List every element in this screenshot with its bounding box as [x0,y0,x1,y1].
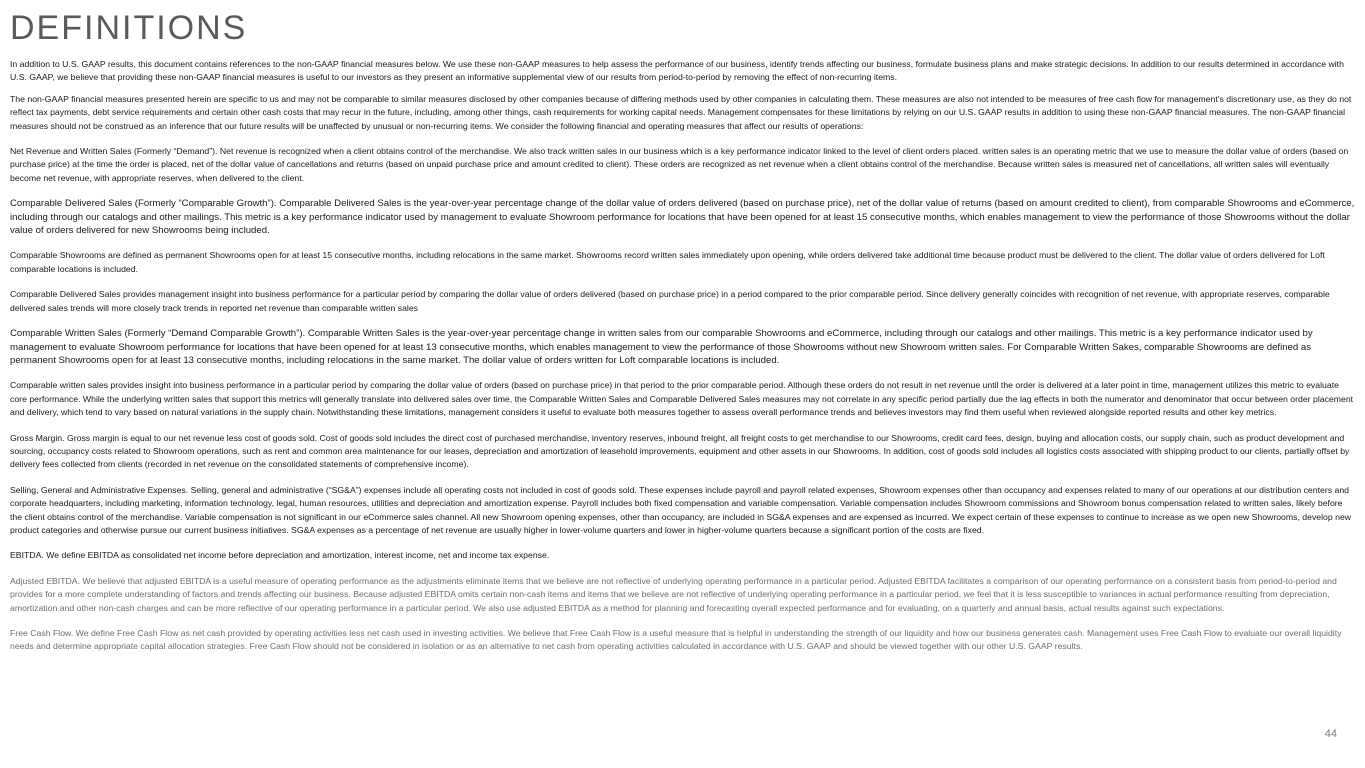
paragraph-comparable-written-sales: Comparable Written Sales (Formerly “Demand Comparable Growth”). Comparable Written Sales is the year-over-year percentage change in written sales from our comparable Showrooms and eCommerce, including through our catalogs and other mailings. This metric is a key performance indicator used by management to evaluate Showroom performance for locations that have been opened for at least 13 consecutive months, which enables management to view the performance of those Showrooms without new Showroom written sales. For Comparable Written Sakes, comparable Showrooms are defined as permanent Showrooms open for at least 13 consecutive months, including relocations in the same market. The dollar value of orders written for Loft comparable locations is included. [10,328,1313,366]
paragraph-comparable-showrooms: Comparable Showrooms are defined as permanent Showrooms open for at least 15 consecutive months, including relocations in the same market. Showrooms record written sales immediately upon opening, while orders delivered take additional time because product must be delivered to the client. The dollar value of orders delivered for Loft comparable locations is included. [10,250,1325,274]
paragraph-comparable-written-insight: Comparable written sales provides insight into business performance in a particular period by comparing the dollar value of orders (based on purchase price) in that period to the prior comparable period. Although these orders do not result in net revenue until the order is delivered at a later point in time, management utilizes this metric to evaluate core performance. While the underlying written sales that support this metrics will generally translate into delivered sales over time, the Comparable Written Sales and Comparable Delivered Sales measures may not correlate in any specific period partially due the lag effects in both the numerator and denominator that occur between order placement and delivery, which tend to vary based on natural variations in the supply chain. Notwithstanding these limitations, management considers it useful to evaluate both measures together to assess overall performance trends and believes investors may find them useful when reviewed alongside reported results and other key metrics. [10,380,1354,418]
paragraph-adjusted-ebitda: Adjusted EBITDA. We believe that adjusted EBITDA is a useful measure of operating performance as the adjustments eliminate items that we believe are not reflective of underlying operating performance in a particular period. Adjusted EBITDA facilitates a comparison of our operating performance on a consistent basis from period-to-period and provides for a more complete understanding of factors and trends affecting our business. Because adjusted EBITDA omits certain non-cash items and items that we believe are not reflective of underlying operating performance in a particular period, we feel that it is less susceptible to variances in actual performance resulting from depreciation, amortization and other non-cash charges and can be more reflective of our operating performance in a particular period. We also use adjusted EBITDA as a method for planning and forecasting overall expected performance and for evaluating, on a quarterly and annual basis, actual results against such expectations. [10,575,1337,613]
definitions-slide [10,10,1355,760]
page-number: 44 [1324,728,1337,740]
paragraph-comparable-delivered-insight: Comparable Delivered Sales provides management insight into business performance for a particular period by comparing the dollar value of orders delivered (based on purchase price) in a period compared to the prior comparable period. Since delivery generally coincides with recognition of net revenue, with appropriate reserves, comparable delivered sales trends will more closely track trends in reported net revenue than comparable written sales [10,289,1330,313]
paragraph-net-revenue-written-sales: Net Revenue and Written Sales (Formerly “Demand”). Net revenue is recognized when a client obtains control of the merchandise. We also track written sales in our business which is a key performance indicator linked to the level of client orders placed. written sales is an operating metric that we use to measure the dollar value of orders (based on purchase price) at the time the order is placed, net of the dollar value of cancellations and returns (based on unpaid purchase price and amount credited to client). These orders are recognized as net revenue when a client obtains control of the merchandise. Because written sales is measured net of cancellations, all written sales will eventually become net revenue, with appropriate reserves, when delivered to the client. [10,146,1349,183]
definitions-body [10,58,1355,654]
paragraph-sga-expenses: Selling, General and Administrative Expenses. Selling, general and administrative (“SG&A”) expenses include all operating costs not included in cost of goods sold. These expenses include payroll and payroll related expenses, Showroom expenses other than occupancy and expenses related to many of our operations at our distribution centers and corporate headquarters, including marketing, information technology, legal, human resources, utilities and depreciation and amortization expense. Payroll includes both fixed compensation and variable compensation. Variable compensation includes Showroom commissions and Showroom bonus compensation related to written sales, likely before the client obtains control of the merchandise. Variable compensation is not significant in our eCommerce sales channel. All new Showroom opening expenses, other than occupancy, are included in SG&A expenses and are expensed as incurred. We expect certain of these expenses to continue to increase as we open new Showrooms, develop new product categories and otherwise pursue our current business initiatives. SG&A expenses as a percentage of net revenue are usually higher in lower-volume quarters and lower in higher-volume quarters because a significant portion of the costs are fixed. [10,484,1352,535]
paragraph-non-gaap-intro: In addition to U.S. GAAP results, this document contains references to the non-GAAP financial measures below. We use these non-GAAP measures to help assess the performance of our business, identify trends affecting our business, formulate business plans and make strategic decisions. In addition to our results determined in accordance with U.S. GAAP, we believe that providing these non-GAAP financial measures is useful to our investors as they present an informative supplemental view of our results from period-to-period by removing the effect of non-recurring items. [10,59,1344,83]
paragraph-ebitda: EBITDA. We define EBITDA as consolidated net income before depreciation and amortization, interest income, net and income tax expense. [10,550,550,561]
page-title: DEFINITIONS [10,9,248,47]
paragraph-free-cash-flow: Free Cash Flow. We define Free Cash Flow as net cash provided by operating activities less net cash used in investing activities. We believe that Free Cash Flow is a useful measure that is helpful in understanding the strength of our liquidity and how our business generates cash. Management uses Free Cash Flow to evaluate our overall liquidity needs and determine appropriate capital allocation strategies. Free Cash Flow should not be considered in isolation or as an alternative to net cash from operating activities calculated in accordance with U.S. GAAP and should be viewed together with our other U.S. GAAP results. [10,628,1342,652]
paragraph-non-gaap-limitations: The non-GAAP financial measures presented herein are specific to us and may not be comparable to similar measures disclosed by other companies because of differing methods used by other companies in calculating them. These measures are also not intended to be measures of free cash flow for management’s discretionary use, as they do not reflect tax payments, debt service requirements and certain other cash costs that may recur in the future, including, among other things, cash requirements for working capital needs. Management compensates for these limitations by relying on our U.S. GAAP results in addition to using these non-GAAP financial measures. The non-GAAP financial measures should not be construed as an inference that our future results will be unaffected by unusual or non-recurring items. We consider the following financial and operating measures that affect our results of operations: [10,93,1352,131]
paragraph-gross-margin: Gross Margin. Gross margin is equal to our net revenue less cost of goods sold. Cost of goods sold includes the direct cost of purchased merchandise, inventory reserves, inbound freight, all freight costs to get merchandise to our Showrooms, credit card fees, design, buying and allocation costs, our supply chain, such as product development and sourcing, occupancy costs related to Showroom operations, such as rent and common area maintenance for our leases, depreciation and amortization of leasehold improvements, equipment and other assets in our Showrooms. In addition, cost of goods sold includes all logistics costs associated with shipping product to our clients, partially offset by delivery fees collected from clients (recorded in net revenue on the consolidated statements of comprehensive income). [10,432,1350,470]
paragraph-comparable-delivered-sales: Comparable Delivered Sales (Formerly “Comparable Growth”). Comparable Delivered Sales is the year-over-year percentage change of the dollar value of orders delivered (based on purchase price), net of the dollar value of returns (based on amount credited to client), from comparable Showrooms and eCommerce, including through our catalogs and other mailings. This metric is a key performance indicator used by management to evaluate Showroom performance for locations that have been opened for at least 15 consecutive months, which enables management to view the performance of those Showrooms without the dollar value of orders delivered for new Showrooms being included. [10,198,1355,237]
